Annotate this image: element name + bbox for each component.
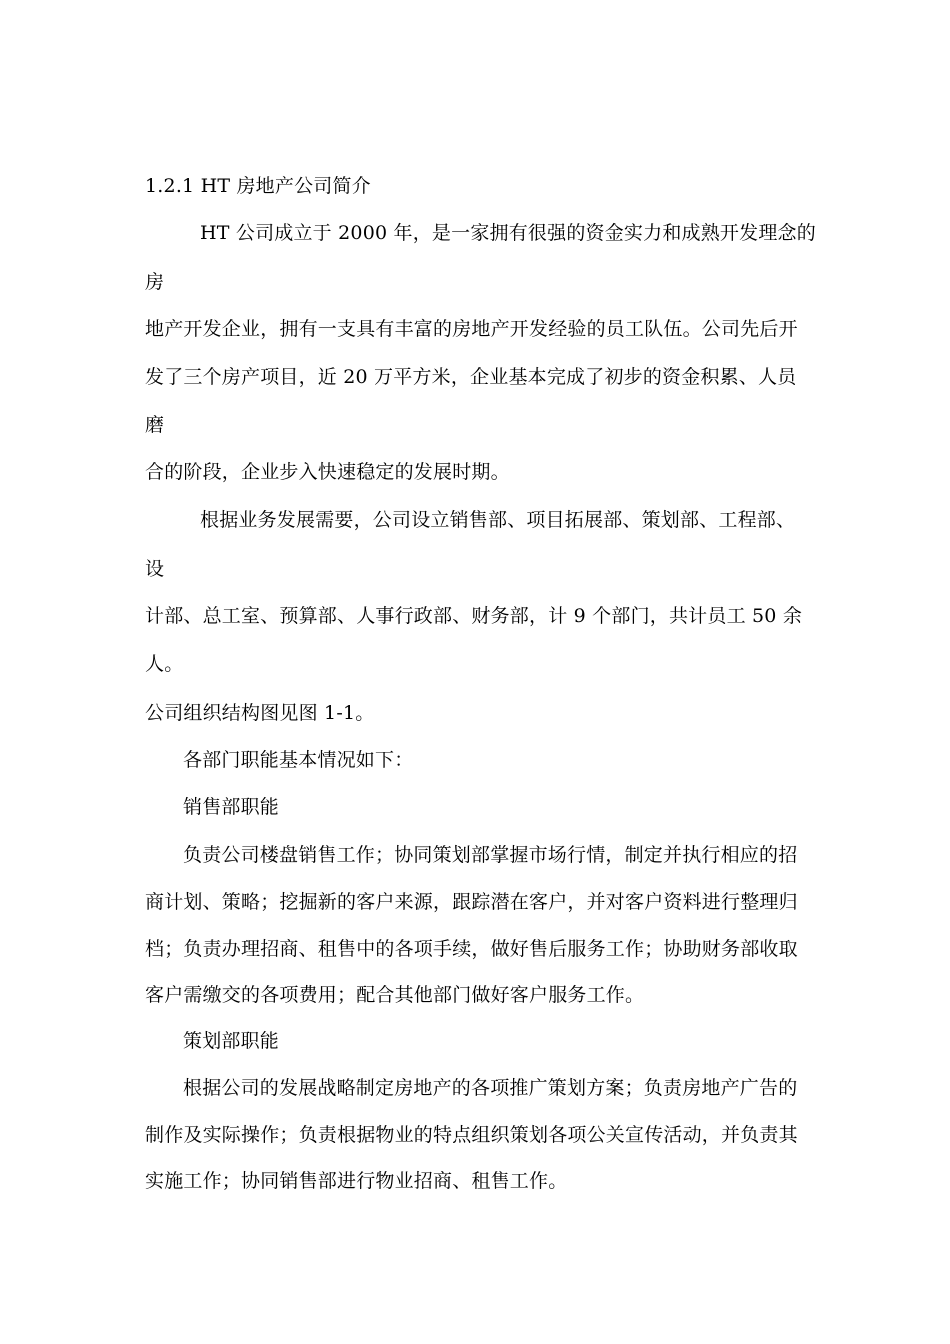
planning-dept-title: 策划部职能 <box>183 1030 280 1052</box>
section-heading: 1.2.1 HT 房地产公司简介 <box>145 175 371 197</box>
paragraph-line: 计部、总工室、预算部、人事行政部、财务部，计 9 个部门，共计员工 50 余 <box>145 605 803 627</box>
paragraph-line: 地产开发企业，拥有一支具有丰富的房地产开发经验的员工队伍。公司先后开 <box>145 318 798 340</box>
paragraph-line: 磨 <box>145 414 165 436</box>
paragraph-line: 发了三个房产项目，近 20 万平方米，企业基本完成了初步的资金积累、人员 <box>145 366 797 388</box>
paragraph-line: HT 公司成立于 2000 年，是一家拥有很强的资金实力和成熟开发理念的 <box>200 222 816 244</box>
sales-dept-line: 负责公司楼盘销售工作；协同策划部掌握市场行情，制定并执行相应的招 <box>183 844 798 866</box>
paragraph-line: 房 <box>145 271 165 293</box>
sales-dept-title: 销售部职能 <box>183 796 280 818</box>
org-chart-reference: 公司组织结构图见图 1-1。 <box>145 702 375 724</box>
paragraph-line: 合的阶段，企业步入快速稳定的发展时期。 <box>145 461 510 483</box>
paragraph-line: 根据业务发展需要，公司设立销售部、项目拓展部、策划部、工程部、 <box>200 509 796 531</box>
planning-dept-line: 制作及实际操作；负责根据物业的特点组织策划各项公关宣传活动，并负责其 <box>145 1124 798 1146</box>
department-intro: 各部门职能基本情况如下： <box>183 749 414 771</box>
sales-dept-line: 档；负责办理招商、租售中的各项手续，做好售后服务工作；协助财务部收取 <box>145 938 798 960</box>
paragraph-line: 人。 <box>145 653 184 675</box>
sales-dept-line: 客户需缴交的各项费用；配合其他部门做好客户服务工作。 <box>145 984 645 1006</box>
planning-dept-line: 实施工作；协同销售部进行物业招商、租售工作。 <box>145 1170 568 1192</box>
sales-dept-line: 商计划、策略；挖掘新的客户来源，跟踪潜在客户，并对客户资料进行整理归 <box>145 891 798 913</box>
planning-dept-line: 根据公司的发展战略制定房地产的各项推广策划方案；负责房地产广告的 <box>183 1077 798 1099</box>
paragraph-line: 设 <box>145 558 165 580</box>
